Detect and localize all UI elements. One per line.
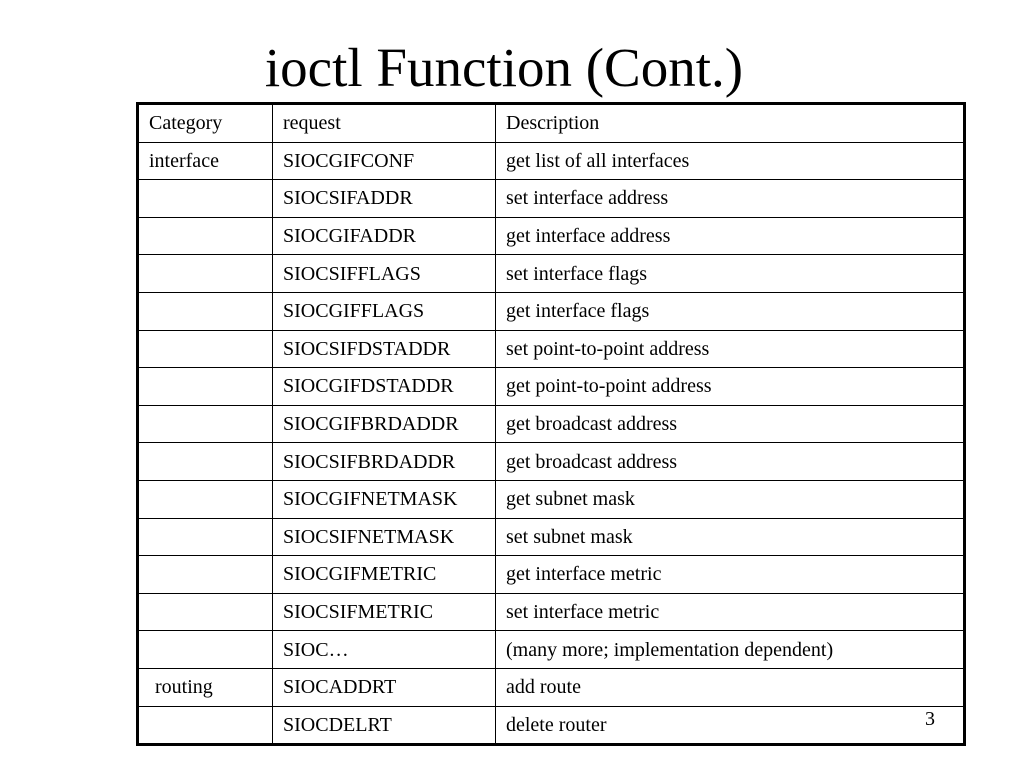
request-cell: SIOCSIFBRDADDR — [273, 443, 496, 481]
table-row — [138, 330, 965, 368]
category-cell — [138, 706, 273, 745]
category-cell — [138, 255, 273, 293]
description-cell: get interface flags — [496, 292, 965, 330]
description-cell: get list of all interfaces — [496, 142, 965, 180]
description-cell: set point-to-point address — [496, 330, 965, 368]
table-row — [138, 405, 965, 443]
description-cell: add route — [496, 668, 965, 706]
category-cell — [138, 631, 273, 669]
table-row — [138, 368, 965, 406]
request-cell: SIOC… — [273, 631, 496, 669]
description-cell: set interface flags — [496, 255, 965, 293]
description-cell: get interface address — [496, 217, 965, 255]
header-category: Category — [138, 104, 273, 143]
category-cell — [138, 217, 273, 255]
request-cell: SIOCGIFNETMASK — [273, 480, 496, 518]
request-cell: SIOCSIFDSTADDR — [273, 330, 496, 368]
description-cell: get point-to-point address — [496, 368, 965, 406]
table-row — [138, 292, 965, 330]
request-cell: SIOCDELRT — [273, 706, 496, 745]
table-row — [138, 518, 965, 556]
category-cell — [138, 593, 273, 631]
table-row — [138, 255, 965, 293]
category-cell — [138, 368, 273, 406]
request-cell: SIOCGIFFLAGS — [273, 292, 496, 330]
table-row — [138, 556, 965, 594]
request-cell: SIOCGIFDSTADDR — [273, 368, 496, 406]
table-row — [138, 180, 965, 218]
request-cell: SIOCSIFMETRIC — [273, 593, 496, 631]
category-cell — [138, 443, 273, 481]
category-cell: interface — [138, 142, 273, 180]
description-cell: delete router — [496, 706, 965, 745]
header-description: Description — [496, 104, 965, 143]
slide-page-number: 3 — [925, 708, 935, 730]
description-cell: get broadcast address — [496, 405, 965, 443]
request-cell: SIOCGIFADDR — [273, 217, 496, 255]
table-row — [138, 668, 965, 706]
table-row — [138, 593, 965, 631]
description-cell: set subnet mask — [496, 518, 965, 556]
request-cell: SIOCSIFADDR — [273, 180, 496, 218]
request-cell: SIOCSIFFLAGS — [273, 255, 496, 293]
request-cell: SIOCGIFBRDADDR — [273, 405, 496, 443]
ioctl-request-table — [136, 102, 966, 746]
request-cell: SIOCSIFNETMASK — [273, 518, 496, 556]
description-cell: (many more; implementation dependent) — [496, 631, 965, 669]
table-header-row — [138, 104, 965, 143]
description-cell: set interface metric — [496, 593, 965, 631]
table-row — [138, 217, 965, 255]
table-row — [138, 706, 965, 745]
category-cell — [138, 180, 273, 218]
category-cell — [138, 292, 273, 330]
slide-title: ioctl Function (Cont.) — [264, 37, 744, 98]
category-cell — [138, 480, 273, 518]
description-cell: get interface metric — [496, 556, 965, 594]
description-cell: get broadcast address — [496, 443, 965, 481]
description-cell: set interface address — [496, 180, 965, 218]
table-row — [138, 142, 965, 180]
category-cell — [138, 330, 273, 368]
header-request: request — [273, 104, 496, 143]
request-cell: SIOCGIFCONF — [273, 142, 496, 180]
category-cell — [138, 405, 273, 443]
category-cell — [138, 556, 273, 594]
request-cell: SIOCADDRT — [273, 668, 496, 706]
table-row — [138, 631, 965, 669]
description-cell: get subnet mask — [496, 480, 965, 518]
category-cell: routing — [138, 668, 273, 706]
category-cell — [138, 518, 273, 556]
request-cell: SIOCGIFMETRIC — [273, 556, 496, 594]
table-row — [138, 480, 965, 518]
table-row — [138, 443, 965, 481]
